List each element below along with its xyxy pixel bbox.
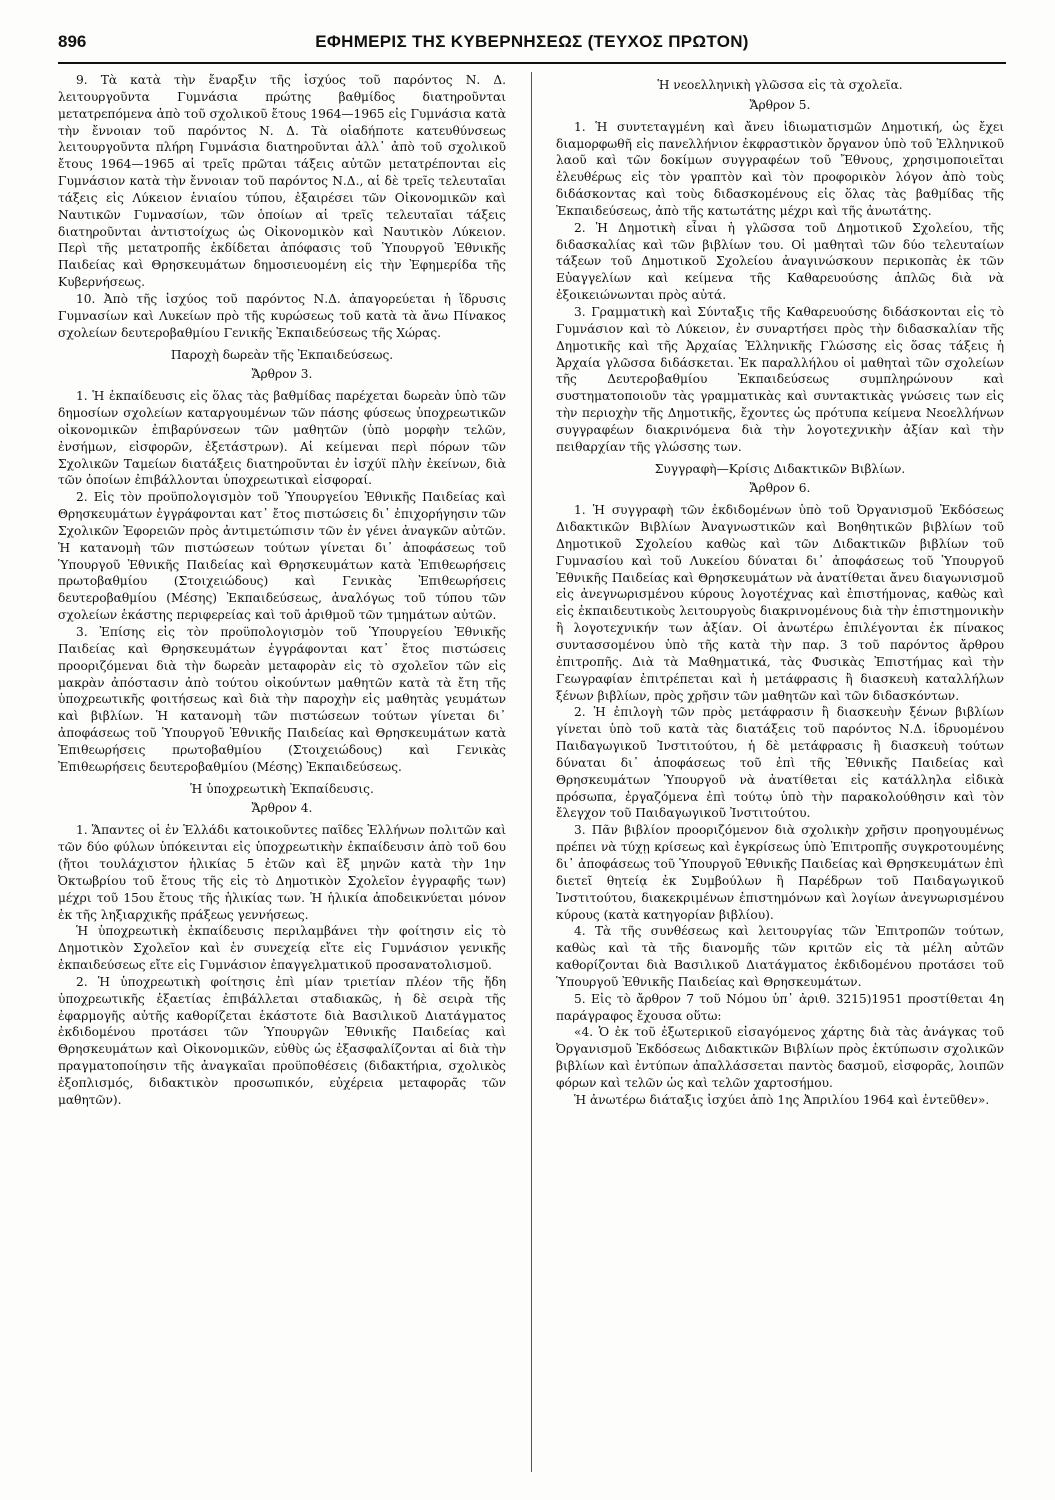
article-6-quote-end: Ἡ ἀνωτέρω διάταξις ἰσχύει ἀπὸ 1ης Ἀπριλίου 1964 καὶ ἐντεῦθεν». [574, 1092, 990, 1107]
section-heading-free-education: Παροχὴ δωρεὰν τῆς Ἐκπαιδεύσεως. [170, 347, 394, 362]
page-number: 896 [58, 32, 87, 51]
section-heading-modern-greek: Ἡ νεοελληνικὴ γλῶσσα εἰς τὰ σχολεῖα. [657, 78, 903, 92]
article-4-heading: Ἄρθρον 4. [251, 801, 313, 816]
article-6-paragraph-4: 4. Τὰ τῆς συνθέσεως καὶ λειτουργίας τῶν Ἐπιτροπῶν τούτων, καθὼς καὶ τὰ τῆς διανομῆς τῶν κριτῶν εἰς τὰ μέλη αὐτῶν καθορίζονται διὰ Βασιλικοῦ Διατάγματος ἐκδιδομένου προτάσει τοῦ Ὑπουργοῦ Ἐθνικῆς Παιδείας καὶ Θρησκευμάτων. [556, 924, 1004, 989]
article-6-heading: Ἄρθρον 6. [749, 481, 811, 496]
article-3-paragraph-2: 2. Εἰς τὸν προϋπολογισμὸν τοῦ Ὑπουργείου Ἐθνικῆς Παιδείας καὶ Θρησκευμάτων ἐγγράφονται κατ᾽ ἔτος πιστώσεις δι᾽ ἐπιχορήγησιν τῶν Σχολικῶν Ἐφορειῶν πρὸς ἀντιμετώπισιν τῶν ἐν γένει ἀναγκῶν αὐτῶν. Ἡ κατανομὴ τῶν πιστώσεων τούτων γίνεται δι᾽ ἀποφάσεως τοῦ Ὑπουργοῦ Ἐθνικῆς Παιδείας καὶ Θρησκευμάτων κατὰ Ἐπιθεωρήσεις πρωτοβαθμίου (Στοιχειώδους) καὶ Γενικὰς Ἐπιθεωρήσεις δευτεροβαθμίου (Μέσης) Ἐκπαιδεύσεως, ἀναλόγως τοῦ τύπου τῶν σχολείων ἑκάστης περιφερείας καὶ τοῦ ἀριθμοῦ τῶν τμημάτων αὐτῶν. [58, 490, 506, 623]
article-5-paragraph-3: 3. Γραμματικὴ καὶ Σύνταξις τῆς Καθαρευούσης διδάσκονται εἰς τὸ Γυμνάσιον καὶ τὸ Λύκειον, ἐν συναρτήσει πρὸς τὴν διδασκαλίαν τῆς Δημοτικῆς καὶ τῆς Ἀρχαίας Ἑλληνικῆς Γλώσσης εἰς ὅσας τάξεις ἡ Ἀρχαία γλῶσσα διδάσκεται. Ἐκ παραλλήλου οἱ μαθηταὶ τῶν σχολείων τῆς Δευτεροβαθμίου Ἐκπαιδεύσεως συμπληρώνουν καὶ συστηματοποιοῦν τὰς γραμματικὰς καὶ συντακτικὰς γνώσεις των εἰς τὴν περιοχὴν τῆς Δημοτικῆς, ἔχοντες ὡς πρότυπα κείμενα Νεοελλήνων συγγραφέων διακρινόμενα διὰ τὴν λογοτεχνικὴν ἀξίαν καὶ τὴν πειθαρχίαν τῆς γλώσσης των. [556, 304, 1004, 454]
article-3-paragraph-3: 3. Ἐπίσης εἰς τὸν προϋπολογισμὸν τοῦ Ὑπουργείου Ἐθνικῆς Παιδείας καὶ Θρησκευμάτων ἐγγράφονται κατ᾽ ἔτος πιστώσεις προοριζόμεναι διὰ τὴν δωρεὰν μεταφορὰν εἰς τὸ σχολεῖον τῶν εἰς μακρὰν ἀπόστασιν ἀπὸ τούτου οἰκούντων μαθητῶν κατὰ τὰ ἔτη τῆς ὑποχρεωτικῆς φοιτήσεως καὶ διὰ τὴν παροχὴν εἰς μαθητὰς γευμάτων καὶ βιβλίων. Ἡ κατανομὴ τῶν πιστώσεων τούτων γίνεται δι᾽ ἀποφάσεως τοῦ Ὑπουργοῦ Ἐθνικῆς Παιδείας καὶ Θρησκευμάτων κατὰ Ἐπιθεωρήσεις πρωτοβαθμίου (Στοιχειώδους) καὶ Γενικὰς Ἐπιθεωρήσεις δευτεροβαθμίου (Μέσης) Ἐκπαιδεύσεως. [58, 625, 506, 774]
article-4-paragraph-1b: Ἡ ὑποχρεωτικὴ ἐκπαίδευσις περιλαμβάνει τὴν φοίτησιν εἰς τὸ Δημοτικὸν Σχολεῖον καὶ ἐν συνεχείᾳ εἴτε εἰς Γυμνάσιον γενικῆς ἐκπαιδεύσεως εἴτε εἰς Γυμνάσιον ἐπαγγελματικοῦ προσανατολισμοῦ. [58, 924, 506, 973]
column-divider [531, 72, 532, 1472]
section-heading-compulsory-education: Ἡ ὑποχρεωτικὴ Ἐκπαίδευσις. [190, 781, 374, 796]
paragraph-10: 10. Ἀπὸ τῆς ἰσχύος τοῦ παρόντος Ν.Δ. ἀπαγορεύεται ἡ ἵδρυσις Γυμνασίων καὶ Λυκείων πρὸ τῆς κυρώσεως τοῦ κατὰ τὰ ἄνω Πίνακος σχολείων δευτεροβαθμίου Γενικῆς Ἐκπαιδεύσεως τῆς Χώρας. [58, 291, 506, 340]
right-column [556, 72, 1004, 1109]
article-6-paragraph-3: 3. Πᾶν βιβλίον προοριζόμενον διὰ σχολικὴν χρῆσιν προηγουμένως πρέπει νὰ τύχῃ κρίσεως καὶ ἐγκρίσεως ὑπὸ Ἐπιτροπῆς συγκροτουμένης δι᾽ ἀποφάσεως τοῦ Ὑπουργοῦ Ἐθνικῆς Παιδείας καὶ Θρησκευμάτων ἐπὶ διετεῖ θητείᾳ ἐκ Συμβούλων ἢ Παρέδρων τοῦ Παιδαγωγικοῦ Ἰνστιτούτου, διακεκριμένων ἐπιστημόνων καὶ λογίων ἀνεγνωρισμένου κύρους (κατὰ κατηγορίαν βιβλίου). [556, 823, 1004, 922]
page-title: ΕΦΗΜΕΡΙΣ ΤΗΣ ΚΥΒΕΡΝΗΣΕΩΣ (ΤΕΥΧΟΣ ΠΡΩΤΟΝ) [315, 32, 749, 51]
page-header [58, 28, 1006, 64]
article-6-paragraph-2: 2. Ἡ ἐπιλογὴ τῶν πρὸς μετάφρασιν ἢ διασκευὴν ξένων βιβλίων γίνεται ὑπὸ τοῦ κατὰ τὰς διατάξεις τοῦ παρόντος Ν.Δ. ἱδρυομένου Παιδαγωγικοῦ Ἰνστιτούτου, ἡ δὲ μετάφρασις ἢ διασκευὴ τούτων δύναται δι᾽ ἀποφάσεως τοῦ ἐπὶ τῆς Ἐθνικῆς Παιδείας καὶ Θρησκευμάτων Ὑπουργοῦ νὰ ἀνατίθεται εἰς κατάλληλα εἰδικὰ πρόσωπα, ἐργαζόμενα ἐπὶ τούτῳ ὑπὸ τὴν παρακολούθησιν καὶ τὸν ἔλεγχον τοῦ Παιδαγωγικοῦ Ἰνστιτούτου. [556, 705, 1004, 821]
article-6-paragraph-1: 1. Ἡ συγγραφὴ τῶν ἐκδιδομένων ὑπὸ τοῦ Ὀργανισμοῦ Ἐκδόσεως Διδακτικῶν Βιβλίων Ἀναγνωστικῶν καὶ Βοηθητικῶν βιβλίων τοῦ Δημοτικοῦ Σχολείου καθὼς καὶ τῶν Διδακτικῶν βιβλίων τοῦ Γυμνασίου καὶ τοῦ Λυκείου δύναται δι᾽ ἀποφάσεως τοῦ Ὑπουργοῦ Ἐθνικῆς Παιδείας καὶ Θρησκευμάτων νὰ ἀνατίθεται ἄνευ διαγωνισμοῦ εἰς ἀνεγνωρισμένου κύρους λογοτέχνας καὶ ἐπιστήμονας, καθὼς καὶ εἰς ἐκπαιδευτικοὺς λειτουργοὺς διακρινομένους διὰ τὴν ἐπιστημονικὴν ἢ λογοτεχνικήν των ἀξίαν. Οἱ ἀνωτέρω ἐπιλέγονται ἐκ πίνακος συντασσομένου ὑπὸ τῆς κατὰ τὴν παρ. 3 τοῦ παρόντος ἄρθρου ἐπιτροπῆς. Διὰ τὰ Μαθηματικά, τὰς Φυσικὰς Ἐπιστήμας καὶ τὴν Γεωγραφίαν ἐπιτρέπεται καὶ ἡ μετάφρασις ἢ διασκευὴ καταλλήλων ξένων βιβλίων, πρὸς χρῆσιν τῶν μαθητῶν καὶ τῶν διδασκόντων. [556, 503, 1004, 703]
article-3-heading: Ἄρθρον 3. [251, 367, 313, 382]
article-4-paragraph-1: 1. Ἅπαντες οἱ ἐν Ἑλλάδι κατοικοῦντες παῖδες Ἑλλήνων πολιτῶν καὶ τῶν δύο φύλων ὑπόκεινται εἰς ὑποχρεωτικὴν ἐκπαίδευσιν ἀπὸ τοῦ 6ου (ἤτοι τουλάχιστον ἡλικίας 5 ἐτῶν καὶ ἓξ μηνῶν κατὰ τὴν 1ην Ὀκτωβρίου τοῦ ἔτους τῆς εἰς τὸ Δημοτικὸν Σχολεῖον ἐγγραφῆς των) μέχρι τοῦ 15ου ἔτους τῆς ἡλικίας των. Ἡ ἡλικία ἀποδεικνύεται μόνον ἐκ τῆς ληξιαρχικῆς πράξεως γεννήσεως. [58, 823, 506, 922]
article-5-heading: Ἄρθρον 5. [749, 97, 811, 112]
article-5-paragraph-1: 1. Ἡ συντεταγμένη καὶ ἄνευ ἰδιωματισμῶν Δημοτική, ὡς ἔχει διαμορφωθῆ εἰς πανελλήνιον ἐκφραστικὸν ὄργανον ὑπὸ τοῦ Ἑλληνικοῦ λαοῦ καὶ τῶν δοκίμων συγγραφέων τοῦ Ἔθνους, χρησιμοποιεῖται ἐλευθέρως εἰς τὸν γραπτὸν καὶ τὸν προφορικὸν λόγον ἀπὸ τοὺς διδάσκοντας καὶ τοὺς διδασκομένους εἰς ὅλας τὰς βαθμίδας τῆς Ἐκπαιδεύσεως, ἀπὸ τῆς κατωτάτης μέχρι καὶ τῆς ἀνωτάτης. [556, 119, 1004, 218]
article-4-paragraph-2: 2. Ἡ ὑποχρεωτικὴ φοίτησις ἐπὶ μίαν τριετίαν πλέον τῆς ἤδη ὑποχρεωτικῆς ἑξαετίας ἐπιβάλλεται σταδιακῶς, ἡ δὲ σειρὰ τῆς ἐφαρμογῆς αὐτῆς καθορίζεται ἑκάστοτε διὰ Βασιλικοῦ Διατάγματος ἐκδιδομένου προτάσει τῶν Ὑπουργῶν Ἐθνικῆς Παιδείας καὶ Θρησκευμάτων καὶ Οἰκονομικῶν, εὐθὺς ὡς ἐξασφαλίζονται αἱ διὰ τὴν πραγματοποίησιν τῆς ἀναγκαῖαι προϋποθέσεις (διδακτήρια, σχολικὸς ἐξοπλισμός, διδακτικὸν προσωπικόν, εὐχέρεια μεταφορᾶς τῶν μαθητῶν). [58, 974, 506, 1107]
article-5-paragraph-2: 2. Ἡ Δημοτικὴ εἶναι ἡ γλῶσσα τοῦ Δημοτικοῦ Σχολείου, τῆς διδασκαλίας καὶ τῶν βιβλίων του. Οἱ μαθηταὶ τῶν δύο τελευταίων τάξεων τοῦ Δημοτικοῦ Σχολείου ἀναγινώσκουν περικοπὰς ἐκ τῶν Εὐαγγελίων καὶ κείμενα τῆς Καθαρευούσης ἁπλῶς διὰ νὰ ἐξοικειώνωνται πρὸς αὐτά. [556, 220, 1004, 303]
article-6-paragraph-5: 5. Εἰς τὸ ἄρθρον 7 τοῦ Νόμου ὑπ᾽ ἀριθ. 3215)1951 προστίθεται 4η παράγραφος ἔχουσα οὕτω: [556, 991, 1004, 1023]
article-6-quote: «4. Ὁ ἐκ τοῦ ἐξωτερικοῦ εἰσαγόμενος χάρτης διὰ τὰς ἀνάγκας τοῦ Ὀργανισμοῦ Ἐκδόσεως Διδακτικῶν Βιβλίων πρὸς ἐκτύπωσιν σχολικῶν βιβλίων καὶ ἐντύπων ἀπαλλάσσεται παντὸς δασμοῦ, εἰσφορᾶς, λοιπῶν φόρων καὶ τελῶν ὡς καὶ τελῶν χαρτοσήμου. [556, 1025, 1004, 1090]
article-3-paragraph-1: 1. Ἡ ἐκπαίδευσις εἰς ὅλας τὰς βαθμίδας παρέχεται δωρεὰν ὑπὸ τῶν δημοσίων σχολείων καταργουμένων τῶν πάσης φύσεως ὑποχρεωτικῶν οἰκονομικῶν ἐπιβαρύνσεων τῶν μαθητῶν (ὑπὸ μορφὴν τελῶν, ἐνσήμων, εἰσφορῶν, ἐξετάστρων). Αἱ κείμεναι περὶ πόρων τῶν Σχολικῶν Ταμείων διατάξεις διατηροῦνται ἐν ἰσχύϊ πλὴν ἐκείνων, διὰ τῶν ὁποίων ἐπιβάλλονται ὑποχρεωτικαὶ εἰσφοραί. [58, 389, 506, 488]
section-heading-textbooks: Συγγραφὴ—Κρίσις Διδακτικῶν Βιβλίων. [654, 461, 906, 476]
paragraph-9: 9. Τὰ κατὰ τὴν ἔναρξιν τῆς ἰσχύος τοῦ παρόντος Ν. Δ. λειτουργοῦντα Γυμνάσια πρώτης βαθμίδος διατηροῦνται μετατρεπόμενα ἀπὸ τοῦ σχολικοῦ ἔτους 1964—1965 εἰς Γυμνάσια κατὰ τὴν ἔννοιαν τοῦ παρόντος Ν. Δ. Τὰ οἱαδήποτε κατευθύνσεως λειτουργοῦντα πλήρη Γυμνάσια διατηροῦνται ἀλλ᾽ ἀπὸ τοῦ σχολικοῦ ἔτους 1964—1965 αἱ τρεῖς πρῶται τάξεις αὐτῶν μετατρέπονται εἰς Γυμνάσιον κατὰ τὴν ἔννοιαν τοῦ παρόντος Ν.Δ., αἱ δὲ τρεῖς τελευταῖαι τάξεις εἰς Λύκειον ἑνιαίου τύπου, ἐξαιρέσει τῶν Οἰκονομικῶν καὶ Ναυτικῶν Γυμνασίων, τῶν ὁποίων αἱ τρεῖς τελευταῖαι τάξεις διατηροῦνται ἀντιστοίχως ὡς Οἰκονομικὸν καὶ Ναυτικὸν Λύκειον. Περὶ τῆς μετατροπῆς ἐκδίδεται ἀπόφασις τοῦ Ὑπουργοῦ Ἐθνικῆς Παιδείας καὶ Θρησκευμάτων δημοσιευομένη εἰς τὴν Ἐφημερίδα τῆς Κυβερνήσεως. [58, 73, 506, 290]
left-column [58, 72, 506, 1109]
